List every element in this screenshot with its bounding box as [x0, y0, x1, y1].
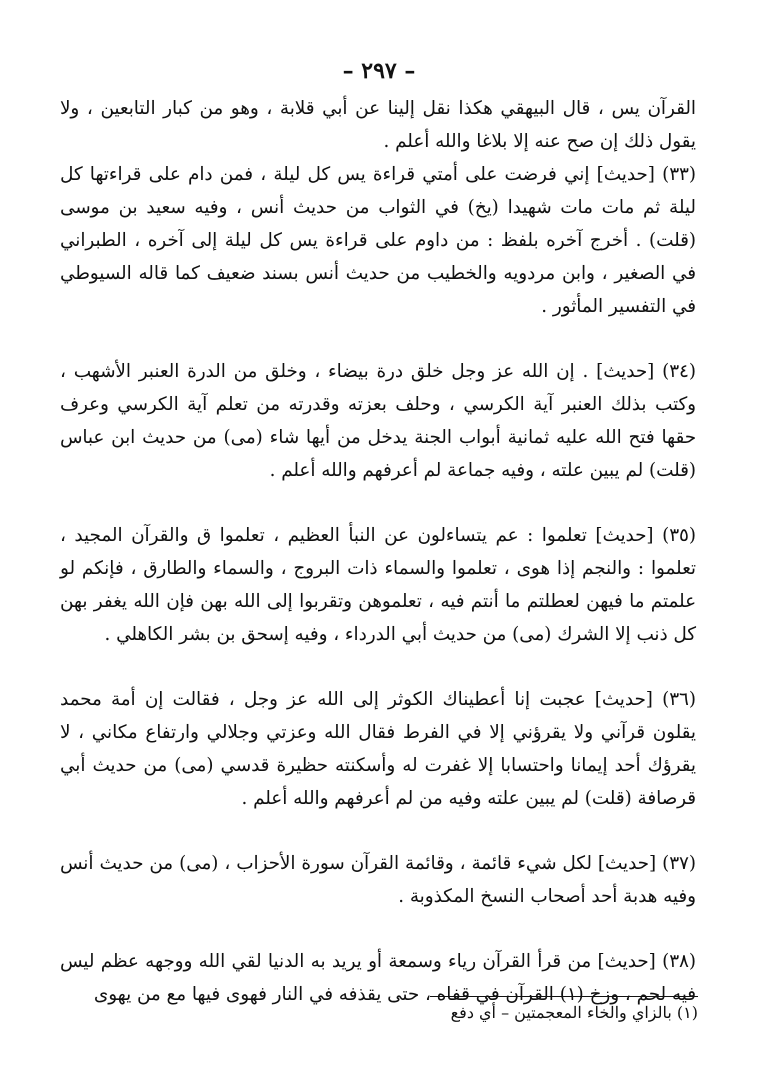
paragraph-hadith-35: (٣٥) [حديث] تعلموا : عم يتساءلون عن النبأ العظيم ، تعلموا ق والقرآن المجيد ، تعلموا : والنجم إذا هوى ، تعلموا والسماء ذات البروج ، والسماء والطارق ، فإنكم لو علمتم ما فيهن لعطلتم ما أنتم فيه ، تعلموهن وتقربوا إلى الله بهن فإن الله يغفر بهن كل ذنب إلا الشرك (مى) من حديث أبي الدرداء ، وفيه إسحق بن بشر الكاهلي .	[60, 525, 696, 645]
page-body	[60, 92, 696, 1011]
paragraph-hadith-33: (٣٣) [حديث] إني فرضت على أمتي قراءة يس كل ليلة ، فمن دام على قراءتها كل ليلة ثم مات مات شهيدا (يخ) في الثواب من حديث أنس ، وفيه سعيد بن موسى (قلت) . أخرج آخره بلفظ : من داوم على قراءة يس كل ليلة إلى آخره ، الطبراني في الصغير ، وابن مردويه والخطيب من حديث أنس بسند ضعيف كما قاله السيوطي في التفسير المأثور .	[60, 164, 696, 317]
paragraph-gap	[60, 323, 696, 355]
footnote: (١) بالزاي والخاء المعجمتين – أي دفع	[450, 1003, 698, 1022]
paragraph-gap	[60, 487, 696, 519]
footnote-separator	[430, 996, 698, 997]
paragraph-intro: القرآن يس ، قال البيهقي هكذا نقل إلينا عن أبي قلابة ، وهو من كبار التابعين ، ولا يقول ذلك إن صح عنه إلا بلاغا والله أعلم .	[60, 98, 696, 152]
paragraph-hadith-34: (٣٤) [حديث] . إن الله عز وجل خلق درة بيضاء ، وخلق من الدرة العنبر الأشهب ، وكتب بذلك العنبر آية الكرسي ، وحلف بعزته وقدرته من تعلم آية الكرسي وعرف حقها فتح الله عليه ثمانية أبواب الجنة يدخل من أيها شاء (مى) من حديث ابن عباس (قلت) لم يبين علته ، وفيه جماعة لم أعرفهم والله أعلم .	[60, 361, 696, 481]
paragraph-hadith-37: (٣٧) [حديث] لكل شيء قائمة ، وقائمة القرآن سورة الأحزاب ، (مى) من حديث أنس وفيه هدبة أحد أصحاب النسخ المكذوبة .	[60, 853, 696, 907]
paragraph-gap	[60, 815, 696, 847]
paragraph-gap	[60, 651, 696, 683]
paragraph-hadith-38: (٣٨) [حديث] من قرأ القرآن رياء وسمعة أو يريد به الدنيا لقي الله ووجهه عظم ليس فيه لحم ، وزخ (١) القرآن في قفاه ، حتى يقذفه في النار فهوى فيها مع من يهوى	[60, 951, 696, 1005]
paragraph-gap	[60, 913, 696, 945]
paragraph-hadith-36: (٣٦) [حديث] عجبت إنا أعطيناك الكوثر إلى الله عز وجل ، فقالت إن أمة محمد يقلون قرآني ولا يقرؤني إلا في الفرط فقال الله وعزتي وجلالي وارتفاع مكاني ، لا يقرؤك أحد إيمانا واحتسابا إلا غفرت له وأسكنته حظيرة قدسي (مى) من حديث أبي قرصافة (قلت) لم يبين علته وفيه من لم أعرفهم والله أعلم .	[60, 689, 696, 809]
page-number: – ٢٩٧ –	[342, 58, 416, 84]
